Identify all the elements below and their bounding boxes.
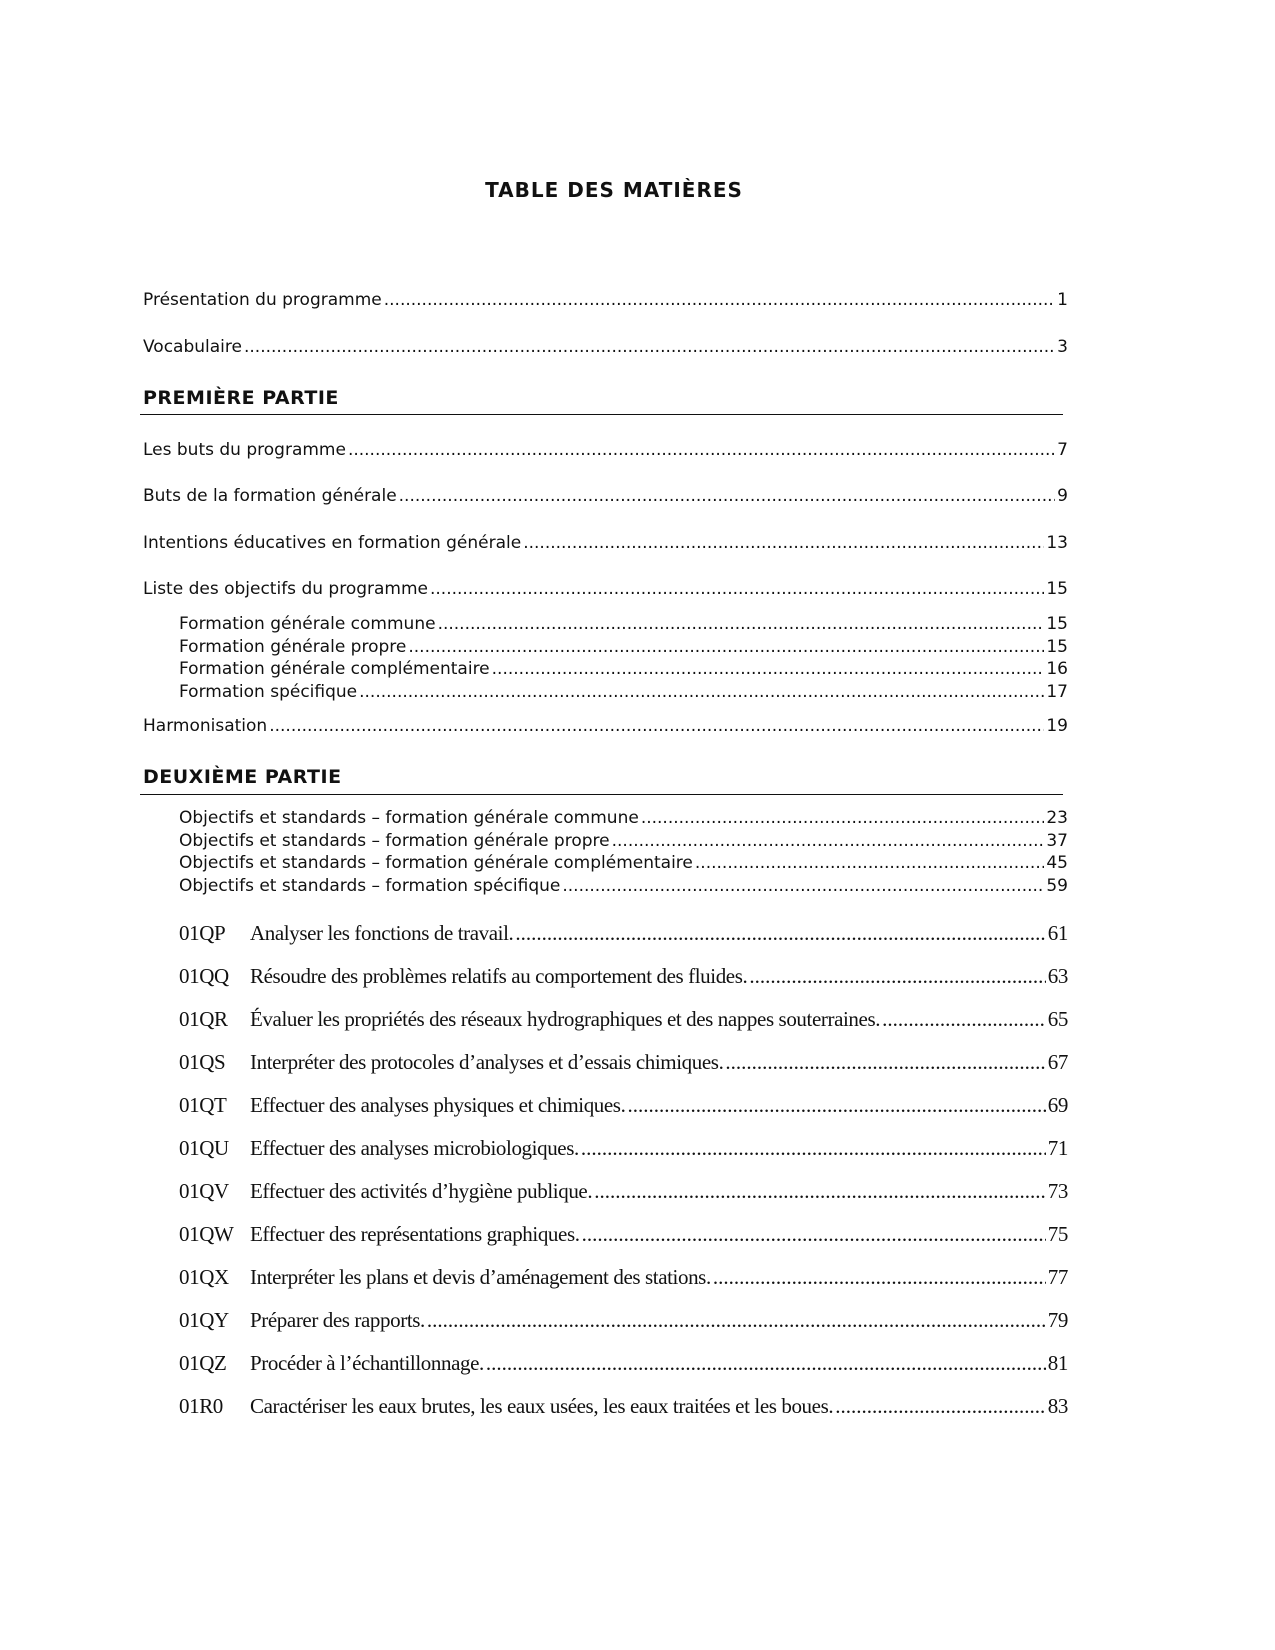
entry-label: Effectuer des analyses microbiologiques. [250, 1136, 579, 1160]
page-number: 63 [1047, 964, 1068, 988]
competency-code: 01QR [179, 1007, 228, 1031]
page-number: 69 [1047, 1093, 1068, 1117]
page-number: 79 [1047, 1308, 1068, 1332]
entry-label: Effectuer des représentations graphiques. [250, 1222, 580, 1246]
entry-label: Formation générale propre [179, 637, 407, 657]
toc-entry[interactable] [179, 637, 1068, 657]
dot-leader [359, 682, 1044, 702]
toc-entry[interactable] [143, 533, 1068, 553]
toc-entry[interactable] [179, 682, 1068, 702]
page-number: 9 [1057, 486, 1068, 506]
entry-label: Interpréter les plans et devis d’aménagement des stations. [250, 1265, 711, 1289]
competency-code: 01QT [179, 1093, 227, 1117]
entry-label: Résoudre des problèmes relatifs au comportement des fluides. [250, 964, 748, 988]
entry-label: Présentation du programme [143, 290, 382, 310]
entry-label: Formation générale commune [179, 614, 436, 634]
toc-entry[interactable] [179, 853, 1068, 873]
page-number: 15 [1046, 614, 1068, 634]
dot-leader [399, 486, 1056, 506]
competency-code: 01QQ [179, 964, 229, 988]
toc-entry[interactable] [179, 808, 1068, 828]
page-number: 73 [1047, 1179, 1068, 1203]
entry-label: Objectifs et standards – formation générale propre [179, 831, 610, 851]
page-number: 45 [1046, 853, 1068, 873]
toc-entry[interactable] [179, 876, 1068, 896]
toc-entry[interactable] [179, 1394, 1068, 1419]
page-number: 19 [1046, 716, 1068, 736]
dot-leader [594, 1179, 1046, 1204]
dot-leader [486, 1351, 1046, 1376]
dot-leader [835, 1394, 1046, 1419]
toc-entry[interactable] [179, 831, 1068, 851]
toc-entry[interactable] [179, 1007, 1068, 1032]
dot-leader [348, 440, 1055, 460]
toc-entry[interactable] [179, 1222, 1068, 1247]
dot-leader [713, 1265, 1046, 1290]
entry-label: Formation spécifique [179, 682, 358, 702]
page-number: 67 [1047, 1050, 1068, 1074]
dot-leader [641, 808, 1045, 828]
page-number: 15 [1046, 637, 1068, 657]
dot-leader [515, 921, 1045, 946]
toc-entry[interactable] [143, 290, 1068, 310]
dot-leader [749, 964, 1045, 989]
toc-entry[interactable] [179, 1050, 1068, 1075]
entry-label: Effectuer des analyses physiques et chimiques. [250, 1093, 626, 1117]
toc-entry[interactable] [179, 1308, 1068, 1333]
toc-entry[interactable] [179, 1351, 1068, 1376]
dot-leader [438, 614, 1045, 634]
dot-leader [581, 1136, 1046, 1161]
entry-label: Préparer des rapports. [250, 1308, 425, 1332]
page-number: 17 [1046, 682, 1068, 702]
entry-label: Buts de la formation générale [143, 486, 397, 506]
page-number: 1 [1057, 290, 1068, 310]
dot-leader [430, 579, 1044, 599]
toc-entry[interactable] [179, 964, 1068, 989]
page-number: 37 [1046, 831, 1068, 851]
dot-leader [427, 1308, 1046, 1333]
entry-label: Objectifs et standards – formation générale commune [179, 808, 639, 828]
entry-label: Objectifs et standards – formation générale complémentaire [179, 853, 693, 873]
dot-leader [562, 876, 1044, 896]
dot-leader [408, 637, 1044, 657]
toc-entry[interactable] [179, 1179, 1068, 1204]
competency-code: 01QP [179, 921, 226, 945]
toc-entry[interactable] [143, 486, 1068, 506]
dot-leader [582, 1222, 1046, 1247]
entry-label: Formation générale complémentaire [179, 659, 490, 679]
entry-label: Vocabulaire [143, 337, 242, 357]
dot-leader [882, 1007, 1046, 1032]
section-divider [140, 414, 1063, 415]
page-number: 59 [1046, 876, 1068, 896]
entry-label: Effectuer des activités d’hygiène publique. [250, 1179, 593, 1203]
dot-leader [244, 337, 1055, 357]
page-number: 83 [1047, 1394, 1068, 1418]
page-number: 3 [1057, 337, 1068, 357]
toc-entry[interactable] [179, 659, 1068, 679]
page-number: 71 [1047, 1136, 1068, 1160]
entry-label: Évaluer les propriétés des réseaux hydrographiques et des nappes souterraines. [250, 1007, 881, 1031]
dot-leader [612, 831, 1045, 851]
dot-leader [269, 716, 1044, 736]
competency-code: 01QW [179, 1222, 234, 1246]
section-heading-part2: DEUXIÈME PARTIE [143, 766, 342, 788]
section-divider [140, 794, 1063, 795]
dot-leader [384, 290, 1055, 310]
page-number: 81 [1047, 1351, 1068, 1375]
competency-code: 01QY [179, 1308, 229, 1332]
page-title: TABLE DES MATIÈRES [485, 178, 743, 202]
dot-leader [523, 533, 1044, 553]
page-number: 16 [1046, 659, 1068, 679]
toc-entry[interactable] [179, 1093, 1068, 1118]
competency-code: 01QS [179, 1050, 226, 1074]
toc-entry[interactable] [143, 337, 1068, 357]
entry-label: Harmonisation [143, 716, 268, 736]
toc-entry[interactable] [143, 440, 1068, 460]
competency-code: 01QV [179, 1179, 229, 1203]
dot-leader [627, 1093, 1045, 1118]
entry-label: Procéder à l’échantillonnage. [250, 1351, 484, 1375]
dot-leader [725, 1050, 1045, 1075]
section-heading-part1: PREMIÈRE PARTIE [143, 387, 339, 409]
entry-label: Analyser les fonctions de travail. [250, 921, 514, 945]
toc-entry[interactable] [179, 1265, 1068, 1290]
page-number: 23 [1046, 808, 1068, 828]
entry-label: Interpréter des protocoles d’analyses et d’essais chimiques. [250, 1050, 724, 1074]
toc-entry[interactable] [179, 921, 1068, 946]
entry-label: Intentions éducatives en formation générale [143, 533, 522, 553]
page-number: 65 [1047, 1007, 1068, 1031]
dot-leader [695, 853, 1044, 873]
page-number: 75 [1047, 1222, 1068, 1246]
entry-label: Liste des objectifs du programme [143, 579, 428, 599]
entry-label: Objectifs et standards – formation spécifique [179, 876, 561, 896]
competency-code: 01QU [179, 1136, 229, 1160]
competency-code: 01QZ [179, 1351, 227, 1375]
page-number: 15 [1046, 579, 1068, 599]
dot-leader [492, 659, 1045, 679]
competency-code: 01R0 [179, 1394, 223, 1418]
page-number: 13 [1046, 533, 1068, 553]
toc-entry[interactable] [179, 1136, 1068, 1161]
page-number: 77 [1047, 1265, 1068, 1289]
toc-entry[interactable] [179, 614, 1068, 634]
toc-entry[interactable] [143, 716, 1068, 736]
page-number: 61 [1047, 921, 1068, 945]
entry-label: Caractériser les eaux brutes, les eaux usées, les eaux traitées et les boues. [250, 1394, 834, 1418]
competency-code: 01QX [179, 1265, 229, 1289]
page-number: 7 [1057, 440, 1068, 460]
toc-entry[interactable] [143, 579, 1068, 599]
entry-label: Les buts du programme [143, 440, 346, 460]
